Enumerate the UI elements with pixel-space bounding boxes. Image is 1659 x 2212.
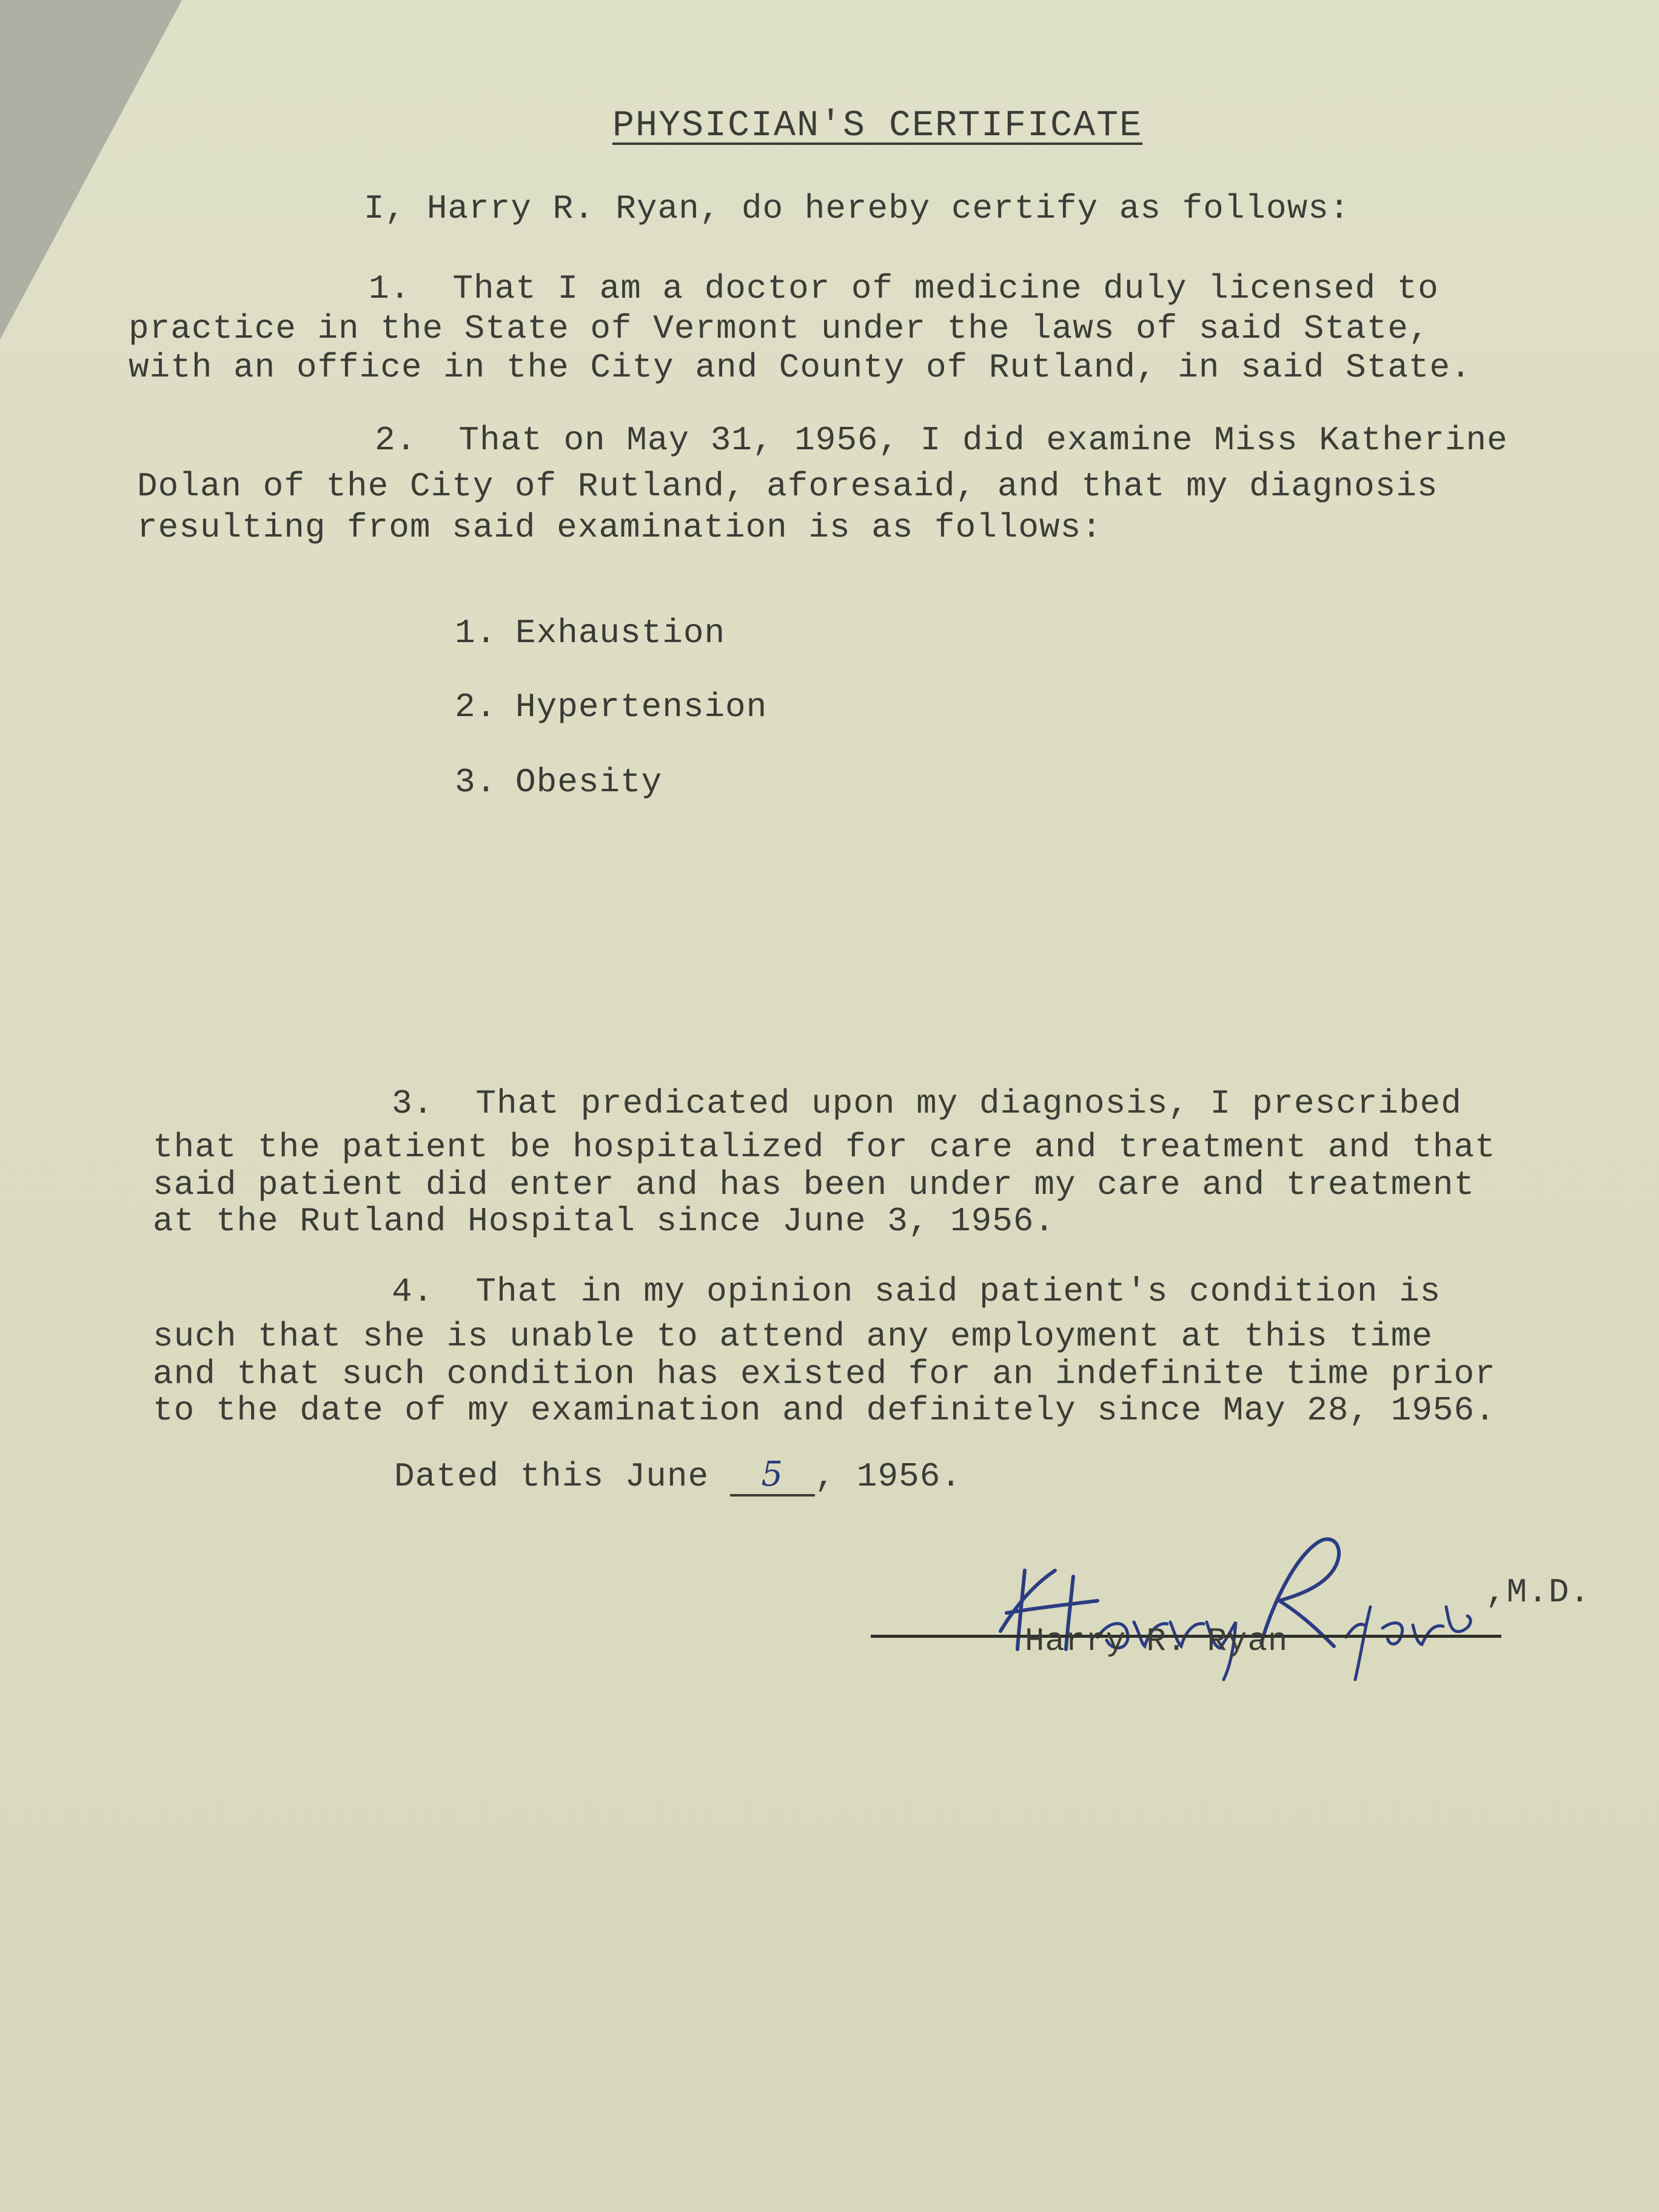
diagnosis-number: 1. xyxy=(455,614,497,652)
paragraph-2-line-2: Dolan of the City of Rutland, aforesaid, and that my diagnosis xyxy=(137,467,1438,506)
paragraph-2-line-1: 2. That on May 31, 1956, I did examine Miss Katherine xyxy=(375,421,1508,460)
diagnosis-text: Hypertension xyxy=(515,688,768,726)
diagnosis-text: Obesity xyxy=(515,763,663,802)
diagnosis-item xyxy=(455,763,662,802)
dated-suffix: , 1956. xyxy=(814,1457,962,1496)
paragraph-1-line-3: with an office in the City and County of Rutland, in said State. xyxy=(129,348,1472,387)
dated-line xyxy=(394,1455,962,1496)
paragraph-4-line-3: and that such condition has existed for an indefinite time prior xyxy=(153,1355,1496,1393)
paragraph-1-line-2: practice in the State of Vermont under the laws of said State, xyxy=(129,309,1430,348)
diagnosis-number: 2. xyxy=(455,688,497,726)
diagnosis-item xyxy=(455,688,767,726)
md-suffix: ,M.D. xyxy=(1486,1573,1591,1612)
paragraph-2-line-3: resulting from said examination is as follows: xyxy=(137,508,1102,547)
paragraph-4-line-2: such that she is unable to attend any employment at this time xyxy=(153,1317,1433,1356)
paragraph-4-line-4: to the date of my examination and definitely since May 28, 1956. xyxy=(153,1391,1496,1430)
paragraph-3-line-3: said patient did enter and has been under my care and treatment xyxy=(153,1165,1475,1204)
dated-day: 5 xyxy=(730,1455,815,1496)
paragraph-4-line-1: 4. That in my opinion said patient's condition is xyxy=(392,1272,1441,1311)
paragraph-3-line-2: that the patient be hospitalized for care and treatment and that xyxy=(153,1128,1496,1167)
diagnosis-number: 3. xyxy=(455,763,497,802)
folded-corner xyxy=(0,0,182,340)
typed-signer-name: Harry R. Ryan xyxy=(1025,1623,1289,1660)
certificate-title: PHYSICIAN'S CERTIFICATE xyxy=(612,106,1143,147)
paragraph-3-line-1: 3. That predicated upon my diagnosis, I prescribed xyxy=(392,1084,1462,1123)
intro-line: I, Harry R. Ryan, do hereby certify as follows: xyxy=(364,189,1350,228)
paragraph-3-line-4: at the Rutland Hospital since June 3, 1956. xyxy=(153,1202,1056,1241)
diagnosis-text: Exhaustion xyxy=(515,614,726,652)
paragraph-1-line-1: 1. That I am a doctor of medicine duly licensed to xyxy=(369,269,1439,308)
dated-prefix: Dated this June xyxy=(394,1457,709,1496)
diagnosis-item xyxy=(455,614,725,652)
